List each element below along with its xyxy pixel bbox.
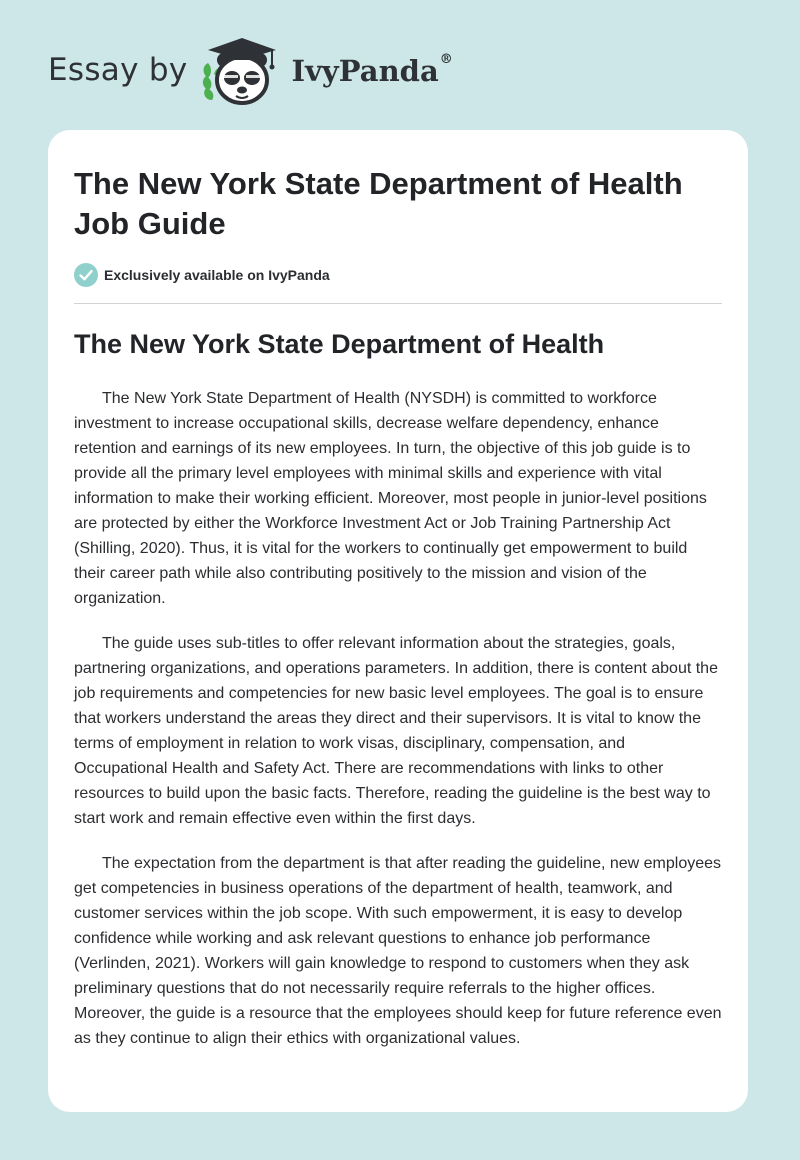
panda-logo-icon xyxy=(202,34,288,110)
paragraph-2: The guide uses sub-titles to offer relevant information about the strategies, goals, partnering organizations, and operations parameters. In addition, there is content about the job requirements and competencies for new basic level employees. The goal is to ensure that workers understand the areas they direct and their supervisors. It is vital to know the terms of employment in relation to work visas, disciplinary, compensation, and Occupational Health and Safety Act. There are recommendations with links to other resources to build upon the basic facts. Therefore, reading the guideline is the best way to start work and remain effective even within the first days. xyxy=(74,635,718,827)
article-title: The New York State Department of Health Job Guide xyxy=(74,166,683,241)
brand-name xyxy=(292,54,453,88)
brand-name-text: IvyPanda xyxy=(291,54,439,88)
paragraph-1: The New York State Department of Health (NYSDH) is committed to workforce investment to increase occupational skills, decrease welfare dependency, enhance retention and earnings of its new employees. In turn, the objective of this job guide is to provide all the primary level employees with minimal skills and experience with vital information to make their working efficient. Moreover, most people in junior-level positions are protected by either the Workforce Investment Act or Job Training Partnership Act (Shilling, 2020). Thus, it is vital for the workers to continually get empowerment to build their career path while also contributing positively to the mission and vision of the organization. xyxy=(74,390,707,607)
site-header[interactable] xyxy=(48,34,453,110)
panda-face xyxy=(217,53,267,103)
essay-by-label: Essay by xyxy=(48,52,188,88)
exclusive-badge-label: Exclusively available on IvyPanda xyxy=(104,267,330,283)
article-body xyxy=(74,386,722,1071)
check-circle-icon xyxy=(74,263,98,287)
paragraph-3: The expectation from the department is that after reading the guideline, new employees get competencies in business operations of the department of health, teamwork, and customer services within the job scope. With such empowerment, it is easy to develop confidence while working and ask relevant questions to enhance job performance (Verlinden, 2021). Workers will gain knowledge to respond to customers when they ask preliminary questions that do not necessarily require referrals to the higher offices. Moreover, the guide is a resource that the employees should keep for future reference even as they continue to align their ethics with organizational values. xyxy=(74,855,722,1047)
section-heading: The New York State Department of Health xyxy=(74,329,605,359)
article-card xyxy=(48,130,748,1112)
registered-mark: ® xyxy=(439,52,453,67)
exclusive-badge xyxy=(74,263,330,287)
divider xyxy=(74,303,722,304)
